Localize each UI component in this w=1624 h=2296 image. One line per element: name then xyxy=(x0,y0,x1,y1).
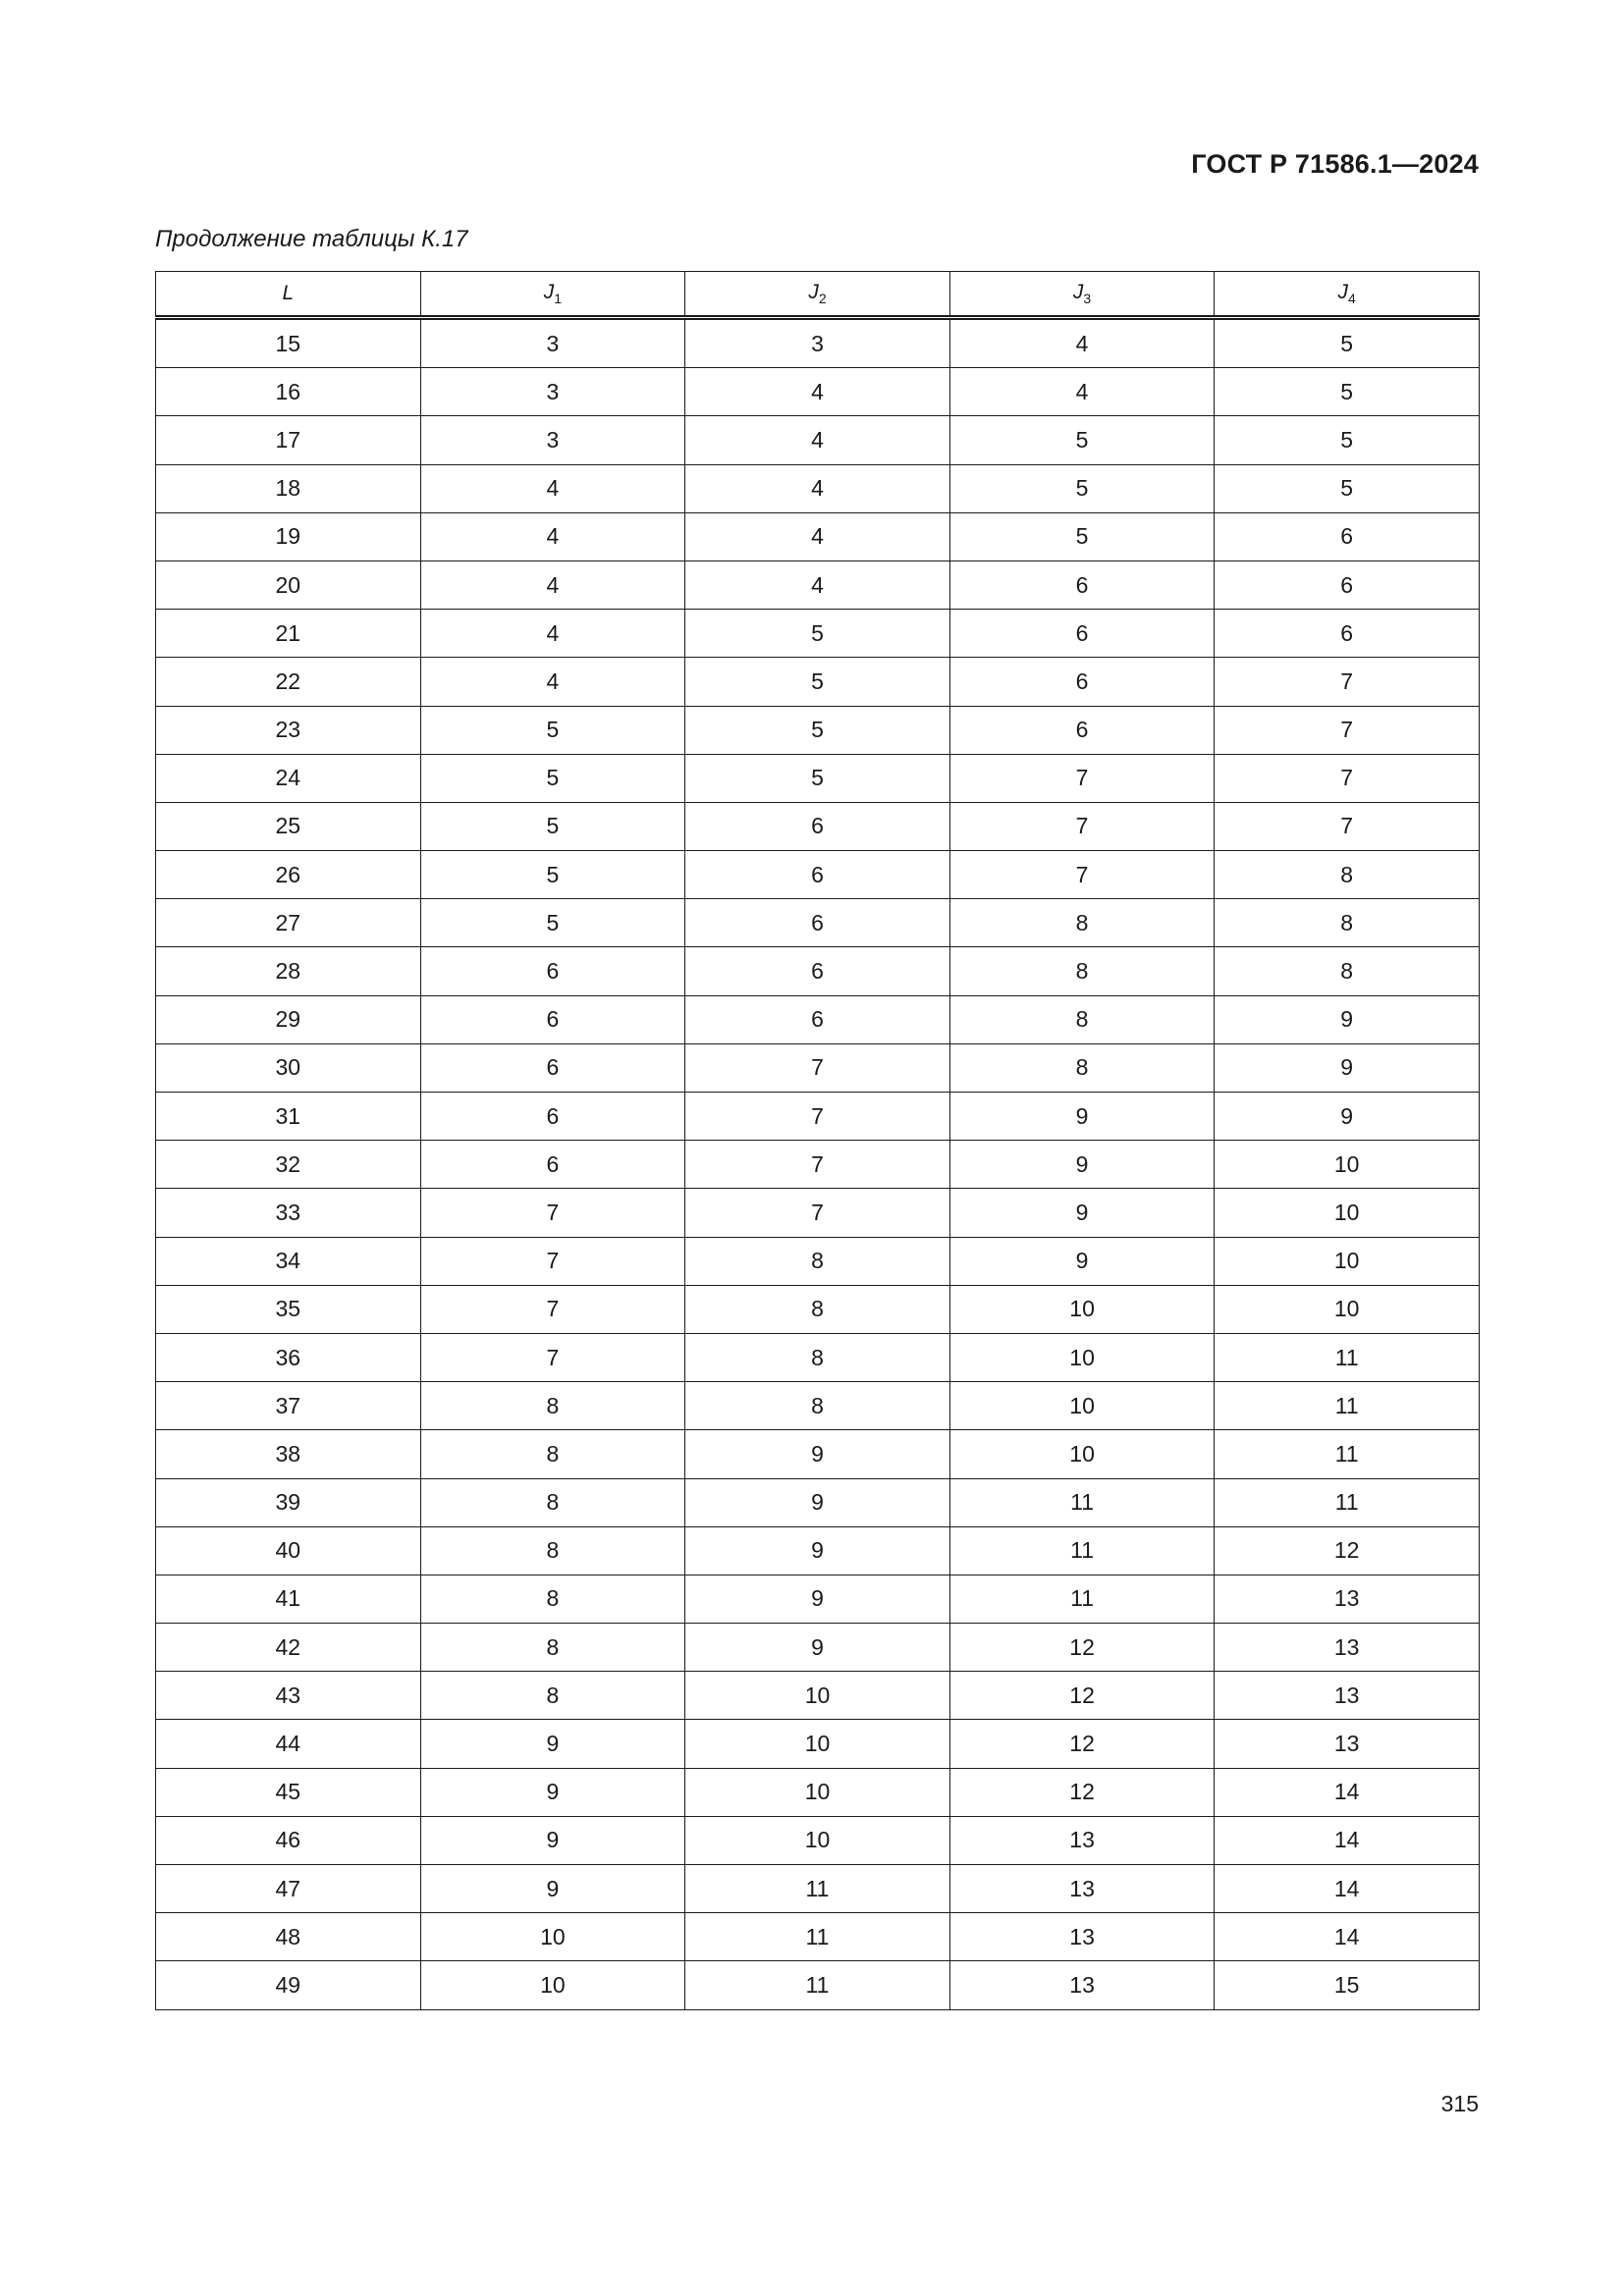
table-row xyxy=(156,899,1480,947)
table-cell: 7 xyxy=(420,1189,685,1237)
table-cell: 22 xyxy=(156,658,421,706)
table-cell: 10 xyxy=(685,1720,950,1768)
column-symbol: J xyxy=(1337,281,1349,303)
table-row xyxy=(156,1720,1480,1768)
table-cell: 5 xyxy=(949,416,1215,464)
table-cell: 7 xyxy=(420,1333,685,1381)
table-cell: 11 xyxy=(685,1961,950,2009)
table-cell: 12 xyxy=(949,1624,1215,1672)
table-cell: 7 xyxy=(1215,658,1480,706)
table-cell: 4 xyxy=(685,512,950,561)
table-cell: 9 xyxy=(949,1093,1215,1141)
table-header-row xyxy=(156,272,1480,318)
table-row xyxy=(156,754,1480,802)
table-cell: 4 xyxy=(420,610,685,658)
table-cell: 8 xyxy=(949,947,1215,995)
table-cell: 4 xyxy=(949,368,1215,416)
table-cell: 9 xyxy=(685,1430,950,1478)
table-row xyxy=(156,416,1480,464)
table-cell: 10 xyxy=(949,1333,1215,1381)
table-cell: 7 xyxy=(949,754,1215,802)
table-row xyxy=(156,1333,1480,1381)
table-cell: 6 xyxy=(420,947,685,995)
table-cell: 11 xyxy=(1215,1478,1480,1526)
table-cell: 4 xyxy=(420,512,685,561)
table-cell: 8 xyxy=(685,1237,950,1285)
table-cell: 8 xyxy=(420,1624,685,1672)
table-cell: 3 xyxy=(420,318,685,368)
table-cell: 15 xyxy=(156,318,421,368)
table-row xyxy=(156,1768,1480,1816)
table-cell: 9 xyxy=(1215,995,1480,1043)
table-cell: 5 xyxy=(949,464,1215,512)
table-cell: 8 xyxy=(1215,899,1480,947)
table-cell: 13 xyxy=(1215,1575,1480,1623)
column-subscript: 2 xyxy=(818,291,827,306)
table-cell: 6 xyxy=(685,802,950,850)
table-row xyxy=(156,1672,1480,1720)
table-row xyxy=(156,561,1480,609)
table-cell: 7 xyxy=(685,1043,950,1092)
table-cell: 12 xyxy=(949,1672,1215,1720)
table-cell: 8 xyxy=(1215,851,1480,899)
table-cell: 6 xyxy=(420,1093,685,1141)
table-cell: 6 xyxy=(420,1141,685,1189)
table-row xyxy=(156,1913,1480,1961)
table-row xyxy=(156,1141,1480,1189)
table-cell: 8 xyxy=(420,1575,685,1623)
column-subscript: 4 xyxy=(1348,291,1356,306)
table-cell: 12 xyxy=(949,1768,1215,1816)
table-row xyxy=(156,368,1480,416)
table-cell: 9 xyxy=(420,1768,685,1816)
table-cell: 18 xyxy=(156,464,421,512)
table-cell: 48 xyxy=(156,1913,421,1961)
table-cell: 45 xyxy=(156,1768,421,1816)
table-cell: 12 xyxy=(1215,1526,1480,1575)
table-cell: 10 xyxy=(685,1768,950,1816)
table-cell: 21 xyxy=(156,610,421,658)
document-standard-number: ГОСТ Р 71586.1—2024 xyxy=(1191,149,1479,179)
column-header-l xyxy=(156,272,421,318)
table-row xyxy=(156,1093,1480,1141)
table-body xyxy=(156,318,1480,2010)
table-caption: Продолжение таблицы К.17 xyxy=(155,226,468,252)
table-cell: 49 xyxy=(156,1961,421,2009)
table-cell: 9 xyxy=(1215,1043,1480,1092)
table-cell: 9 xyxy=(949,1237,1215,1285)
table-cell: 8 xyxy=(420,1382,685,1430)
table-cell: 9 xyxy=(1215,1093,1480,1141)
table-cell: 5 xyxy=(420,706,685,754)
table-cell: 4 xyxy=(420,561,685,609)
table-cell: 31 xyxy=(156,1093,421,1141)
table-cell: 25 xyxy=(156,802,421,850)
table-cell: 47 xyxy=(156,1865,421,1913)
table-cell: 8 xyxy=(420,1526,685,1575)
table-cell: 7 xyxy=(685,1189,950,1237)
table-cell: 28 xyxy=(156,947,421,995)
table-cell: 10 xyxy=(420,1913,685,1961)
table-row xyxy=(156,658,1480,706)
table-cell: 7 xyxy=(420,1285,685,1333)
table-row xyxy=(156,1043,1480,1092)
table-row xyxy=(156,1285,1480,1333)
table-cell: 7 xyxy=(949,851,1215,899)
column-header-j4 xyxy=(1215,272,1480,318)
table-cell: 6 xyxy=(685,851,950,899)
table-cell: 30 xyxy=(156,1043,421,1092)
table-cell: 5 xyxy=(420,851,685,899)
table-cell: 7 xyxy=(949,802,1215,850)
table-cell: 11 xyxy=(949,1478,1215,1526)
table-cell: 26 xyxy=(156,851,421,899)
table-cell: 13 xyxy=(949,1961,1215,2009)
table-cell: 6 xyxy=(420,995,685,1043)
table-cell: 16 xyxy=(156,368,421,416)
table-row xyxy=(156,512,1480,561)
table-cell: 13 xyxy=(949,1913,1215,1961)
table-cell: 7 xyxy=(1215,802,1480,850)
table-cell: 42 xyxy=(156,1624,421,1672)
table-cell: 5 xyxy=(1215,464,1480,512)
table-cell: 4 xyxy=(685,416,950,464)
table-row xyxy=(156,1961,1480,2009)
table-cell: 5 xyxy=(1215,416,1480,464)
table-cell: 6 xyxy=(1215,512,1480,561)
table-cell: 20 xyxy=(156,561,421,609)
table-cell: 7 xyxy=(420,1237,685,1285)
table-cell: 34 xyxy=(156,1237,421,1285)
table-cell: 5 xyxy=(420,802,685,850)
table-row xyxy=(156,1816,1480,1864)
table-cell: 8 xyxy=(420,1430,685,1478)
table-cell: 10 xyxy=(1215,1285,1480,1333)
column-subscript: 1 xyxy=(554,291,563,306)
table-cell: 43 xyxy=(156,1672,421,1720)
table-cell: 19 xyxy=(156,512,421,561)
column-header-j2 xyxy=(685,272,950,318)
column-header-j3 xyxy=(949,272,1215,318)
table-row xyxy=(156,464,1480,512)
table-cell: 8 xyxy=(949,1043,1215,1092)
table-cell: 13 xyxy=(1215,1672,1480,1720)
table-cell: 7 xyxy=(685,1141,950,1189)
table-header xyxy=(156,272,1480,318)
column-symbol: J xyxy=(543,281,555,303)
table-cell: 8 xyxy=(685,1285,950,1333)
table-cell: 35 xyxy=(156,1285,421,1333)
table-cell: 13 xyxy=(949,1816,1215,1864)
table-cell: 6 xyxy=(949,658,1215,706)
table-cell: 33 xyxy=(156,1189,421,1237)
table-cell: 8 xyxy=(1215,947,1480,995)
table-cell: 8 xyxy=(420,1478,685,1526)
column-symbol: J xyxy=(1072,281,1084,303)
table-cell: 8 xyxy=(685,1382,950,1430)
table-row xyxy=(156,995,1480,1043)
table-row xyxy=(156,318,1480,368)
table-cell: 9 xyxy=(420,1865,685,1913)
table-cell: 5 xyxy=(420,754,685,802)
table-cell: 9 xyxy=(949,1189,1215,1237)
column-symbol: J xyxy=(808,281,819,303)
table-row xyxy=(156,706,1480,754)
table-cell: 17 xyxy=(156,416,421,464)
table-cell: 7 xyxy=(1215,754,1480,802)
table-row xyxy=(156,1865,1480,1913)
data-table xyxy=(155,271,1480,2010)
table-cell: 8 xyxy=(949,899,1215,947)
table-cell: 11 xyxy=(1215,1430,1480,1478)
table-cell: 5 xyxy=(685,754,950,802)
table-cell: 8 xyxy=(685,1333,950,1381)
table-row xyxy=(156,1430,1480,1478)
table-cell: 9 xyxy=(949,1141,1215,1189)
table-cell: 10 xyxy=(949,1382,1215,1430)
table-row xyxy=(156,947,1480,995)
table-cell: 6 xyxy=(685,899,950,947)
table-cell: 10 xyxy=(1215,1189,1480,1237)
table-cell: 3 xyxy=(685,318,950,368)
table-cell: 3 xyxy=(420,368,685,416)
table-cell: 5 xyxy=(1215,318,1480,368)
table-row xyxy=(156,1526,1480,1575)
table-row xyxy=(156,1575,1480,1623)
table-cell: 5 xyxy=(685,658,950,706)
table-cell: 4 xyxy=(685,561,950,609)
table-cell: 5 xyxy=(420,899,685,947)
table-cell: 6 xyxy=(685,995,950,1043)
table-cell: 14 xyxy=(1215,1865,1480,1913)
table-cell: 6 xyxy=(949,561,1215,609)
table-cell: 44 xyxy=(156,1720,421,1768)
table-cell: 4 xyxy=(420,658,685,706)
table-cell: 8 xyxy=(420,1672,685,1720)
table-cell: 9 xyxy=(685,1478,950,1526)
table-cell: 40 xyxy=(156,1526,421,1575)
table-cell: 13 xyxy=(1215,1624,1480,1672)
table-cell: 7 xyxy=(685,1093,950,1141)
table-cell: 5 xyxy=(685,706,950,754)
table-cell: 9 xyxy=(420,1720,685,1768)
table-cell: 3 xyxy=(420,416,685,464)
table-row xyxy=(156,1189,1480,1237)
table-cell: 15 xyxy=(1215,1961,1480,2009)
table-cell: 10 xyxy=(685,1672,950,1720)
table-cell: 11 xyxy=(949,1575,1215,1623)
table-cell: 11 xyxy=(685,1913,950,1961)
table-row xyxy=(156,802,1480,850)
table-cell: 4 xyxy=(685,464,950,512)
table-row xyxy=(156,1382,1480,1430)
table-cell: 38 xyxy=(156,1430,421,1478)
table-cell: 14 xyxy=(1215,1816,1480,1864)
table-cell: 6 xyxy=(420,1043,685,1092)
table-cell: 11 xyxy=(1215,1333,1480,1381)
table-cell: 23 xyxy=(156,706,421,754)
table-cell: 9 xyxy=(685,1624,950,1672)
table-cell: 6 xyxy=(949,610,1215,658)
table-cell: 39 xyxy=(156,1478,421,1526)
table-cell: 5 xyxy=(685,610,950,658)
column-symbol: L xyxy=(282,282,295,304)
table-row xyxy=(156,1624,1480,1672)
table-cell: 36 xyxy=(156,1333,421,1381)
table-row xyxy=(156,1237,1480,1285)
table-cell: 4 xyxy=(949,318,1215,368)
table-cell: 10 xyxy=(949,1430,1215,1478)
table-cell: 10 xyxy=(420,1961,685,2009)
table-cell: 9 xyxy=(685,1526,950,1575)
table-cell: 29 xyxy=(156,995,421,1043)
page-number: 315 xyxy=(1440,2091,1479,2116)
table-cell: 5 xyxy=(1215,368,1480,416)
table-cell: 10 xyxy=(949,1285,1215,1333)
table-cell: 10 xyxy=(1215,1237,1480,1285)
table-row xyxy=(156,851,1480,899)
table-cell: 11 xyxy=(1215,1382,1480,1430)
table-cell: 11 xyxy=(949,1526,1215,1575)
table-cell: 7 xyxy=(1215,706,1480,754)
table-cell: 4 xyxy=(420,464,685,512)
table-row xyxy=(156,1478,1480,1526)
table-cell: 27 xyxy=(156,899,421,947)
table-cell: 14 xyxy=(1215,1768,1480,1816)
table-cell: 6 xyxy=(685,947,950,995)
table-cell: 8 xyxy=(949,995,1215,1043)
table-cell: 6 xyxy=(949,706,1215,754)
table-cell: 41 xyxy=(156,1575,421,1623)
table-cell: 9 xyxy=(685,1575,950,1623)
table-cell: 24 xyxy=(156,754,421,802)
table-cell: 4 xyxy=(685,368,950,416)
table-cell: 37 xyxy=(156,1382,421,1430)
column-header-j1 xyxy=(420,272,685,318)
table-cell: 9 xyxy=(420,1816,685,1864)
table-cell: 11 xyxy=(685,1865,950,1913)
table-cell: 10 xyxy=(1215,1141,1480,1189)
table-row xyxy=(156,610,1480,658)
table-cell: 10 xyxy=(685,1816,950,1864)
table-cell: 46 xyxy=(156,1816,421,1864)
table-cell: 5 xyxy=(949,512,1215,561)
table-cell: 13 xyxy=(1215,1720,1480,1768)
table-cell: 14 xyxy=(1215,1913,1480,1961)
table-cell: 6 xyxy=(1215,610,1480,658)
table-cell: 6 xyxy=(1215,561,1480,609)
table-cell: 12 xyxy=(949,1720,1215,1768)
column-subscript: 3 xyxy=(1083,291,1092,306)
table-cell: 13 xyxy=(949,1865,1215,1913)
table-cell: 32 xyxy=(156,1141,421,1189)
